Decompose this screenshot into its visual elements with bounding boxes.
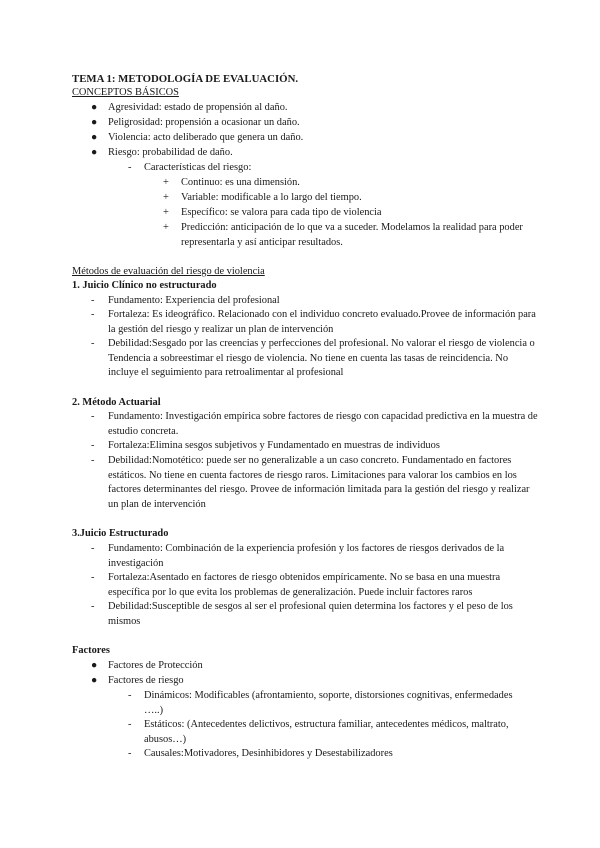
- dash-marker: -: [91, 309, 95, 320]
- list-item-text: Dinámicos: Modificables (afrontamiento, soporte, distorsiones cognitivas, enfermedades …..): [144, 690, 513, 716]
- list-item-text: Predicción: anticipación de lo que va a suceder. Modelamos la realidad para poder representarla y así anticipar resultados.: [181, 222, 523, 248]
- bullet-marker: ●: [91, 660, 98, 671]
- list-item-text: Fundamento: Experiencia del profesional: [108, 295, 280, 306]
- list-item-text: Fortaleza:Asentado en factores de riesgo obtenidos empíricamente. No se basa en una muestra específica por lo que evita los problemas de generalización. Puede incluir factores raros: [108, 572, 501, 598]
- caracteristicas-heading: Características del riesgo:: [144, 162, 252, 173]
- bullet-marker: ●: [91, 102, 98, 113]
- section-title-juicio-estructurado: 3.Juicio Estructurado: [72, 528, 169, 539]
- dash-marker: -: [91, 572, 95, 583]
- dash-marker: -: [128, 719, 132, 730]
- dash-marker: -: [91, 601, 95, 612]
- list-item-text: Estáticos: (Antecedentes delictivos, estructura familiar, antecedentes médicos, maltrato, abusos…): [144, 719, 509, 745]
- plus-marker: +: [163, 177, 169, 188]
- section-title-metodo-actuarial: 2. Método Actuarial: [72, 397, 161, 408]
- dash-marker: -: [91, 455, 95, 466]
- dash-marker: -: [128, 748, 132, 759]
- dash-marker: -: [91, 295, 95, 306]
- list-item-text: Fundamento: Investigación empírica sobre factores de riesgo con capacidad predictiva en la muestra de estudio concreta.: [108, 411, 538, 437]
- list-item-text: Agresividad: estado de propensión al daño.: [108, 102, 288, 113]
- list-item-text: Continuo: es una dimensión.: [181, 177, 300, 188]
- dash-marker: -: [91, 543, 95, 554]
- bullet-marker: ●: [91, 117, 98, 128]
- bullet-marker: ●: [91, 132, 98, 143]
- section-title-juicio-clinico: 1. Juicio Clínico no estructurado: [72, 280, 217, 291]
- plus-marker: +: [163, 207, 169, 218]
- list-item-text: Fortaleza: Es ideográfico. Relacionado con el individuo concreto evaluado.Provee de información para la gestión del riesgo y realizar un plan de intervención: [108, 309, 536, 335]
- list-item-text: Riesgo: probabilidad de daño.: [108, 147, 233, 158]
- document-title: TEMA 1: METODOLOGÍA DE EVALUACIÓN.: [72, 73, 299, 85]
- dash-marker: -: [128, 162, 132, 173]
- plus-marker: +: [163, 222, 169, 233]
- dash-marker: -: [91, 411, 95, 422]
- plus-marker: +: [163, 192, 169, 203]
- conceptos-heading: CONCEPTOS BÁSICOS: [72, 87, 179, 98]
- dash-marker: -: [91, 338, 95, 349]
- list-item-text: Factores de riesgo: [108, 675, 184, 686]
- list-item-text: Fundamento: Combinación de la experiencia profesión y los factores de riesgos derivados de la investigación: [108, 543, 505, 569]
- list-item-text: Fortaleza:Elimina sesgos subjetivos y Fundamentado en muestras de individuos: [108, 440, 440, 451]
- list-item-text: Factores de Protección: [108, 660, 203, 671]
- list-item-text: Debilidad:Susceptible de sesgos al ser el profesional quien determina los factores y el peso de los mismos: [108, 601, 513, 627]
- list-item-text: Peligrosidad: propensión a ocasionar un daño.: [108, 117, 300, 128]
- list-item-text: Violencia: acto deliberado que genera un daño.: [108, 132, 304, 143]
- list-item-text: Específico: se valora para cada tipo de violencia: [181, 207, 382, 218]
- bullet-marker: ●: [91, 147, 98, 158]
- metodos-heading: Métodos de evaluación del riesgo de violencia: [72, 266, 265, 277]
- bullet-marker: ●: [91, 675, 98, 686]
- list-item-text: Causales:Motivadores, Desinhibidores y Desestabilizadores: [144, 748, 393, 759]
- list-item-text: Debilidad:Sesgado por las creencias y perfecciones del profesional. No valorar el riesgo de violencia o Tendencia a sobreestimar el riesgo de violencia. No tiene en cuenta las tasas de reincidencia. No incluye el seguimiento para retroalimentar al profesional: [108, 338, 535, 379]
- factores-heading: Factores: [72, 645, 110, 656]
- list-item-text: Variable: modificable a lo largo del tiempo.: [181, 192, 362, 203]
- dash-marker: -: [128, 690, 132, 701]
- dash-marker: -: [91, 440, 95, 451]
- list-item-text: Debilidad:Nomotético: puede ser no generalizable a un caso concreto. Fundamentado en factores estáticos. No tiene en cuenta factores de riesgo raros. Limitaciones para valorar los cambios en los factores determinantes del riesgo. Provee de información limitada para la gestión del riesgo y realizar un plan de intervención: [108, 455, 530, 510]
